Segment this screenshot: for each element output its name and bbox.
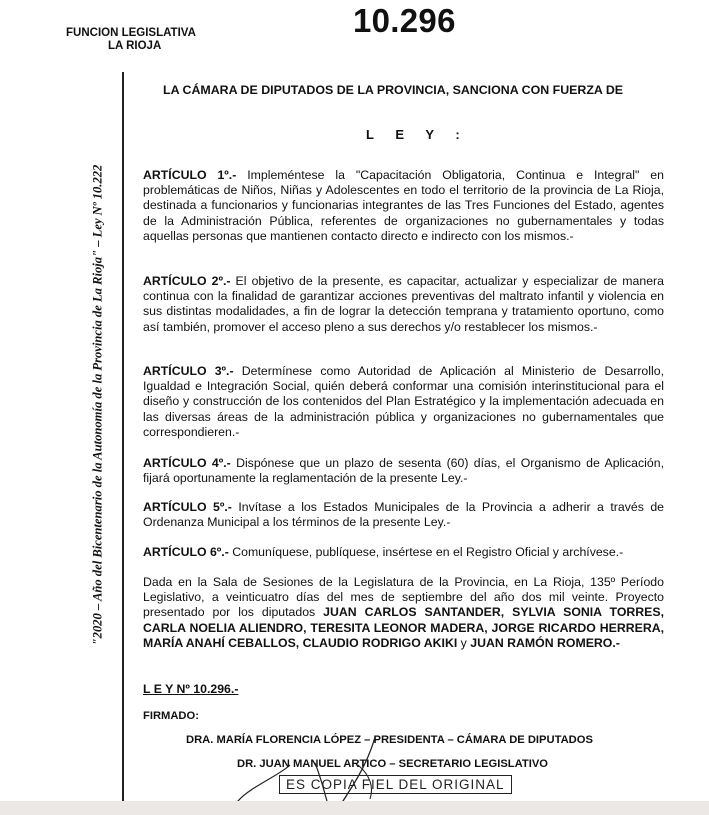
closing-paragraph (143, 575, 664, 651)
article-4-label: ARTÍCULO 4º.- (143, 456, 231, 470)
enacting-clause: LA CÁMARA DE DIPUTADOS DE LA PROVINCIA, SANCIONA CON FUERZA DE (163, 83, 624, 97)
article-1-text: Impleméntese la "Capacitación Obligatoria, Continua e Integral" en problemáticas de Niños, Niñas y Adolescentes en todo el territorio de la provincia de La Rioja, destinada a funcionarios y funcionarias integrantes de las Tres Funciones del Estado, agentes de la Administración Pública, referentes de organizaciones no gubernamentales y todas aquellas personas que mantienen contacto directo e indirecto con los mismos.- (143, 168, 664, 243)
article-5-label: ARTÍCULO 5º.- (143, 500, 232, 514)
article-3 (143, 364, 664, 440)
closing-authors: JUAN CARLOS SANTANDER, SYLVIA SONIA TORRES, CARLA NOELIA ALIENDRO, TERESITA LEONOR MADERA, JORGE RICARDO HERRERA, MARÍA ANAHÍ CEBALLOS, CLAUDIO RODRIGO AKIKI (143, 605, 664, 650)
certified-copy-stamp: ES COPIA FIEL DEL ORIGINAL (279, 775, 512, 794)
margin-rule (122, 72, 124, 802)
article-4-text: Dispónese que un plazo de sesenta (60) días, el Organismo de Aplicación, fijará oportunamente la reglamentación de la presente Ley.- (143, 456, 664, 486)
article-5 (143, 500, 664, 530)
article-1-label: ARTÍCULO 1º.- (143, 168, 237, 182)
closing-last-author: JUAN RAMÓN ROMERO.- (470, 635, 620, 650)
article-5-text: Invítase a los Estados Municipales de la Provincia a adherir a través de Ordenanza Municipal a los términos de la presente Ley.- (143, 500, 664, 530)
article-6 (143, 545, 664, 560)
closing-text: Dada en la Sala de Sesiones de la Legislatura de la Provincia, en La Rioja, 135º Período Legislativo, a veinticuatro días del mes de septiembre del año dos mil veinte. Proyecto presentado por los diputados (143, 575, 664, 620)
law-final-number: L E Y Nº 10.296.- (143, 682, 239, 696)
side-caption-text: "2020 – Año del Bicentenario de la Autonomía de la Provincia de La Rioja" – Ley Nº 10.222 (90, 164, 105, 646)
signatory-secretary: DR. JUAN MANUEL ARTICO – SECRETARIO LEGISLATIVO (237, 758, 548, 770)
org-line-1: FUNCION LEGISLATIVA (66, 27, 196, 39)
org-line-2: LA RIOJA (108, 40, 162, 52)
article-4 (143, 456, 664, 486)
article-1 (143, 168, 664, 244)
article-3-label: ARTÍCULO 3º.- (143, 364, 234, 378)
article-2-text: El objetivo de la presente, es capacitar, actualizar y especializar de manera continua con la finalidad de garantizar acciones preventivas del maltrato infantil y violencia en sus distintas modalidades, a fin de lograr la detección temprana y tratamiento oportuno, como así también, promover el acceso pleno a sus derechos y/o restablecer los mismos.- (143, 274, 664, 334)
issuing-body (66, 27, 196, 53)
ley-heading: L E Y : (366, 127, 469, 142)
closing-conjunction: y (460, 635, 467, 650)
article-2 (143, 274, 664, 335)
law-number: 10.296 (353, 2, 456, 39)
scan-bottom-edge (0, 801, 709, 815)
article-3-text: Determínese como Autoridad de Aplicación al Ministerio de Desarrollo, Igualdad e Integración Social, quién deberá conformar una comisión interinstitucional para el diseño y construcción de los contenidos del Plan Estratégico y la implementación adecuada en las diversas áreas de la administración pública y organizaciones no gubernamentales que correspondieren.- (143, 364, 664, 439)
article-6-text: Comuníquese, publíquese, insértese en el Registro Oficial y archívese.- (232, 545, 624, 559)
article-2-label: ARTÍCULO 2º.- (143, 274, 231, 288)
article-6-label: ARTÍCULO 6º.- (143, 545, 229, 559)
signed-label: FIRMADO: (143, 710, 199, 722)
signatory-president: DRA. MARÍA FLORENCIA LÓPEZ – PRESIDENTA – CÁMARA DE DIPUTADOS (186, 734, 593, 746)
